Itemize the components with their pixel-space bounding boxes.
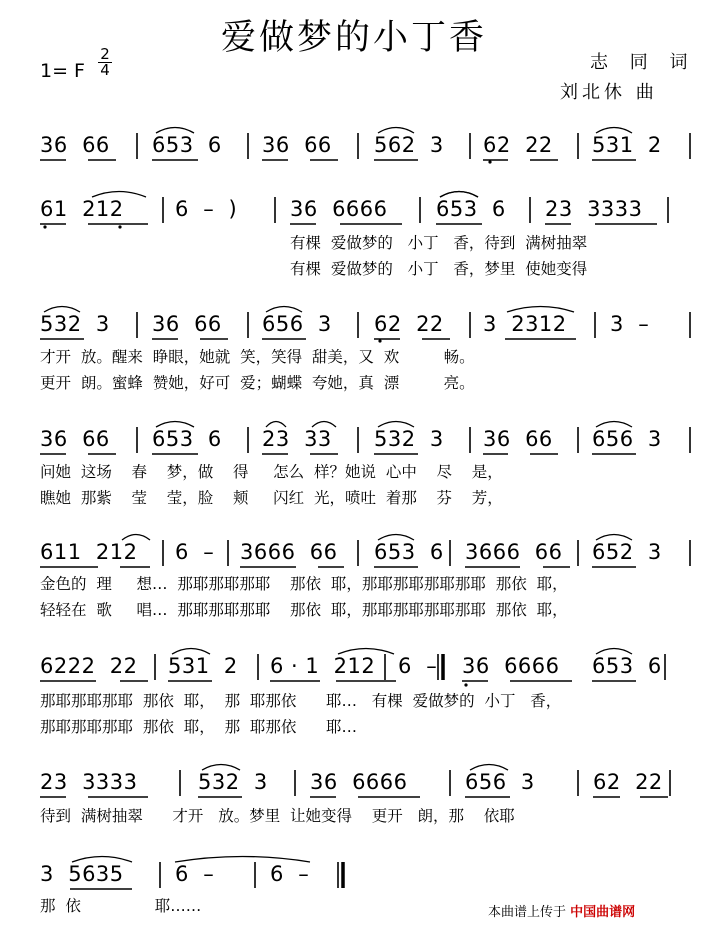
lyric-line: 有棵 爱做梦的 小丁 香，梦里 使她变得	[290, 260, 588, 278]
measure-notes: 36 66	[40, 133, 110, 157]
upload-credit	[488, 901, 635, 920]
slur-mark	[378, 535, 414, 541]
slur-mark	[596, 128, 632, 134]
measure-notes: 6 –	[270, 862, 310, 886]
slur-mark	[202, 765, 240, 771]
measure-notes: 6222 22	[40, 654, 138, 678]
measure-notes: 653 6	[152, 133, 222, 157]
lyric-line: 那耶那耶那耶 那依 耶， 那 耶那依 耶… 有棵 爱做梦的 小丁 香，	[40, 692, 562, 710]
lyric-line: 有棵 爱做梦的 小丁 香，待到 满树抽翠	[290, 234, 588, 252]
low-octave-dot	[118, 225, 121, 228]
slur-mark	[156, 128, 194, 134]
measure-notes: 656 3	[465, 770, 535, 794]
measure-notes: 3666 66	[465, 540, 563, 564]
measure-notes: 652 3	[592, 540, 662, 564]
slur-mark	[338, 649, 394, 655]
slur-mark	[470, 765, 508, 771]
measure-notes: 36 6666	[290, 197, 388, 221]
measure-notes: 531 2	[168, 654, 238, 678]
low-octave-dot	[378, 339, 381, 342]
measure-notes: 653 6	[436, 197, 506, 221]
measure-notes: 6 –	[175, 862, 215, 886]
measure-notes: 531 2	[592, 133, 662, 157]
measure-notes: 36 6666	[310, 770, 408, 794]
measure-notes: 3 5635	[40, 862, 124, 886]
measure-notes: 532 3	[198, 770, 268, 794]
slur-mark	[122, 535, 150, 541]
slur-mark	[596, 649, 632, 655]
site-logo: 中国曲谱网	[570, 905, 636, 920]
slur-mark	[596, 535, 632, 541]
slur-mark	[507, 307, 574, 313]
measure-notes: 653 6	[374, 540, 444, 564]
measure-notes: 36 66	[262, 133, 332, 157]
composer-credit: 刘北休 曲	[560, 82, 658, 103]
meter-denominator: 4	[100, 61, 110, 79]
measure-notes: 23 33	[262, 427, 332, 451]
low-octave-dot	[43, 225, 46, 228]
measure-notes: 62 22	[374, 312, 444, 336]
measure-notes: 23 3333	[40, 770, 138, 794]
lyric-line: 待到 满树抽翠 才开 放。梦里 让她变得 更开 朗，那 依耶	[40, 807, 515, 825]
slur-mark	[92, 192, 146, 198]
slur-mark	[72, 857, 132, 863]
score-title: 爱做梦的小丁香	[220, 18, 487, 58]
slur-mark	[44, 307, 80, 313]
slur-mark	[312, 422, 336, 428]
meter-numerator: 2	[98, 47, 112, 63]
slur-mark	[378, 422, 414, 428]
measure-notes: 6 –	[175, 540, 215, 564]
measure-notes: 6 – )	[175, 197, 238, 221]
measure-notes: 36 66	[483, 427, 553, 451]
lyric-line: 那耶那耶那耶 那依 耶， 那 耶那依 耶…	[40, 718, 357, 736]
lyricist-credit: 志 同 词	[590, 52, 696, 73]
measure-notes: 62 22	[483, 133, 553, 157]
measure-notes: 562 3	[374, 133, 444, 157]
measure-notes: 3666 66	[240, 540, 338, 564]
measure-notes: 61 212	[40, 197, 124, 221]
lyric-line: 更开 朗。蜜蜂 赞她，好可 爱；蝴蝶 夸她，真 漂 亮。	[40, 374, 475, 392]
slur-mark	[172, 649, 210, 655]
measure-notes: 653 6	[592, 654, 662, 678]
measure-notes: 23 3333	[545, 197, 643, 221]
measure-notes: 611 212	[40, 540, 138, 564]
lyric-line: 瞧她 那紫 莹 莹，脸 颊 闪红 光，喷吐 着那 芬 芳，	[40, 489, 503, 507]
measure-notes: 3 2312	[483, 312, 567, 336]
slur-mark	[266, 422, 286, 428]
measure-notes: 36 66	[40, 427, 110, 451]
lyric-line: 金色的 理 想… 那耶那耶那耶 那依 耶，那耶那耶那耶那耶 那依 耶，	[40, 575, 568, 593]
measure-notes: 6 · 1 212	[270, 654, 376, 678]
upload-credit-text: 本曲谱上传于	[488, 905, 567, 920]
measure-notes: 62 22	[593, 770, 663, 794]
low-octave-dot	[464, 683, 467, 686]
measure-notes: 36 66	[152, 312, 222, 336]
lyric-line: 那 依 耶……	[40, 897, 202, 915]
slur-mark	[266, 307, 302, 313]
measure-notes: 532 3	[40, 312, 110, 336]
measure-notes: 653 6	[152, 427, 222, 451]
slur-mark	[175, 857, 310, 863]
slur-mark	[378, 128, 414, 134]
measure-notes: 656 3	[262, 312, 332, 336]
slur-mark	[440, 192, 478, 198]
measure-notes: 3 –	[610, 312, 650, 336]
lyric-line: 问她 这场 春 梦，做 得 怎么 样？她说 心中 尽 是，	[40, 463, 503, 481]
low-octave-dot	[488, 160, 491, 163]
slur-mark	[596, 422, 632, 428]
measure-notes: 36 6666	[462, 654, 560, 678]
measure-notes: 656 3	[592, 427, 662, 451]
measure-notes: 6 –	[398, 654, 438, 678]
lyric-line: 才开 放。醒来 睁眼，她就 笑，笑得 甜美，又 欢 畅。	[40, 348, 475, 366]
lyric-line: 轻轻在 歌 唱… 那耶那耶那耶 那依 耶，那耶那耶那耶那耶 那依 耶，	[40, 601, 568, 619]
key-signature: 1= F	[40, 60, 85, 82]
slur-mark	[156, 422, 194, 428]
measure-notes: 532 3	[374, 427, 444, 451]
